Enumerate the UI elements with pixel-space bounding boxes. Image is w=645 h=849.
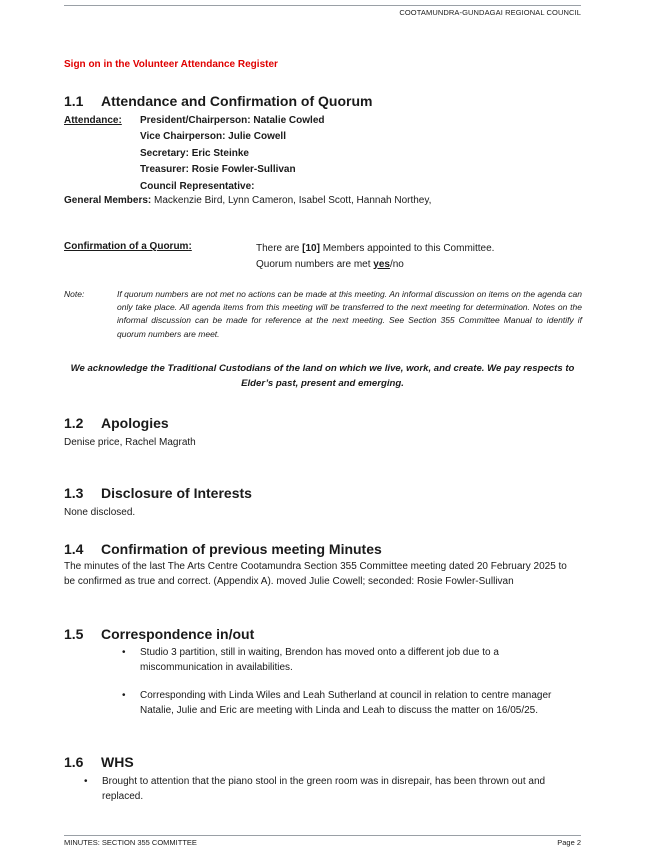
page-number: Page 2 bbox=[557, 838, 581, 847]
role-secretary: Secretary: Eric Steinke bbox=[140, 147, 249, 159]
footer-rule bbox=[64, 835, 581, 836]
minutes-text: The minutes of the last The Arts Centre Cootamundra Section 355 Committee meeting dated 20 February 2025 to be confirmed as true and correct. (Appendix A). moved Julie Cowell; seconded: Rosie Fowler-Sullivan bbox=[64, 561, 567, 588]
role-president: President/Chairperson: Natalie Cowled bbox=[140, 115, 325, 126]
role-vice: Vice Chairperson: Julie Cowell bbox=[140, 131, 286, 143]
quorum-values: There are [10] Members appointed to this Committee. Quorum numbers are met yes/no bbox=[256, 243, 495, 270]
note-text: If quorum numbers are not met no actions can be made at this meeting. An informal discussion on items on the agenda can only take place. All agenda items from this meeting will be transferred to the next meeting for determination. Notes on the informal discussion can be made for reference at the next meeting. See Section 355 Committee Manual to identify if quorum numbers are meet. bbox=[117, 289, 582, 339]
header-org: COOTAMUNDRA-GUNDAGAI REGIONAL COUNCIL bbox=[399, 8, 581, 17]
role-council-rep: Council Representative: bbox=[140, 180, 255, 192]
section-heading-1-3: 1.3 Disclosure of Interests bbox=[64, 485, 252, 501]
role-treasurer: Treasurer: Rosie Fowler-Sullivan bbox=[140, 164, 296, 176]
attendance-roles bbox=[140, 113, 325, 195]
whs-item: • Brought to attention that the piano stool in the green room was in disrepair, has been thrown out and replaced. bbox=[84, 776, 546, 803]
quorum-label: Confirmation of a Quorum: bbox=[64, 241, 192, 252]
section-heading-1-4: 1.4 Confirmation of previous meeting Minutes bbox=[64, 541, 382, 557]
bullet-icon: • bbox=[122, 647, 126, 658]
footer-title: MINUTES: SECTION 355 COMMITTEE bbox=[64, 838, 197, 847]
apologies-text: Denise price, Rachel Magrath bbox=[64, 437, 196, 448]
bullet-icon: • bbox=[122, 690, 126, 701]
section-heading-1-5: 1.5 Correspondence in/out bbox=[64, 626, 255, 642]
correspondence-item: • Studio 3 partition, still in waiting, Brendon has moved onto a different job due to a miscommunication in availabilities. bbox=[122, 647, 499, 674]
acknowledgement: We acknowledge the Traditional Custodians of the land on which we live, work, and create. We pay respects to Elder’s past, present and emerging. bbox=[70, 363, 575, 389]
sign-on-notice: Sign on in the Volunteer Attendance Register bbox=[64, 59, 278, 70]
section-heading-1-6: 1.6 WHS bbox=[64, 754, 134, 770]
section-heading-1-1: 1.1 Attendance and Confirmation of Quorum bbox=[64, 93, 373, 109]
bullet-icon: • bbox=[84, 776, 88, 787]
general-members: General Members: Mackenzie Bird, Lynn Cameron, Isabel Scott, Hannah Northey, bbox=[64, 195, 432, 206]
note-label: Note: bbox=[64, 289, 85, 299]
correspondence-item: • Corresponding with Linda Wiles and Leah Sutherland at council in relation to centre manager Natalie, Julie and Eric are meeting with Linda and Leah to discuss the matter on 16/05/25. bbox=[122, 690, 552, 717]
attendance-label: Attendance: bbox=[64, 115, 122, 126]
disclosure-text: None disclosed. bbox=[64, 507, 136, 518]
header-rule bbox=[64, 5, 581, 6]
section-heading-1-2: 1.2 Apologies bbox=[64, 415, 169, 431]
